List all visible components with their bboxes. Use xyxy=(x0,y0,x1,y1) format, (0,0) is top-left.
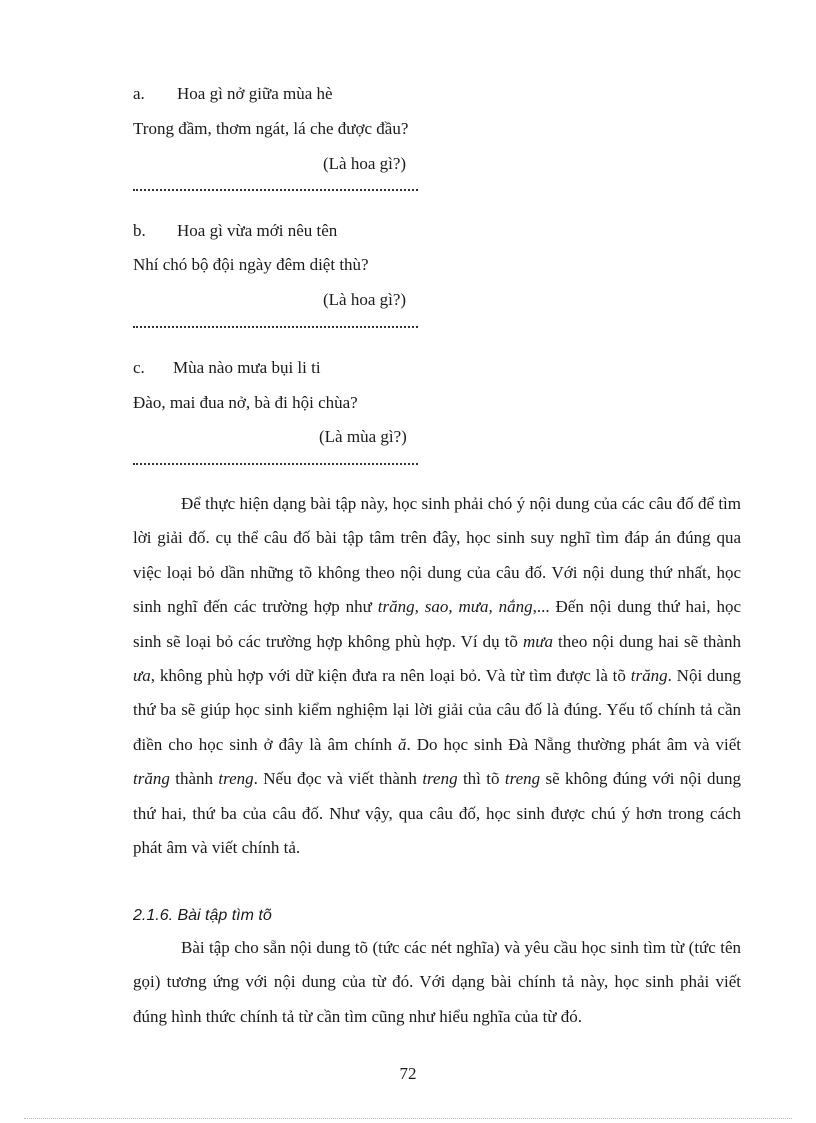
para1-text-3: theo nội dung hai sẽ thành xyxy=(553,631,741,651)
para1-text-4: , không phù hợp với dữ kiện đưa ra nên loại bỏ. Và từ tìm được là tõ xyxy=(150,666,631,686)
riddle-a-line1 xyxy=(133,84,333,104)
riddle-c-line1 xyxy=(133,358,321,378)
riddle-c-answer-blank xyxy=(133,460,418,465)
footer-divider xyxy=(24,1118,792,1119)
para1-italic-4: trăng xyxy=(630,666,668,686)
para1-italic-8: treng xyxy=(422,769,458,789)
riddle-b-answer-blank xyxy=(133,323,418,328)
riddle-a-verse1: Hoa gì nở giữa mùa hè xyxy=(177,84,333,103)
para1-text-10: sẽ không đúng với nội dung thứ hai, thứ ba của câu đố. Như vậy, qua câu đố, học sinh được chú ý hơn trong cách phát âm và viết chính tả. xyxy=(133,769,741,858)
para1-text-2: ,... Đến nội dung thứ hai, học sinh sẽ loại bỏ các trường hợp không phù hợp. Ví dụ tõ xyxy=(133,597,741,651)
para1-italic-1: trăng, sao, mưa, nắng xyxy=(377,597,533,617)
para1-text-1: Để thực hiện dạng bài tập này, học sinh phải chó ý nội dung của các câu đố để tìm lời giải đố. cụ thể câu đố bài tập tâm trên đây, học sinh suy nghĩ tìm đáp án đúng qua việc loại bỏ dần những tõ không theo nội dung của câu đố. Với nội dung thứ nhất, học sinh nghĩ đến các trường hợp như xyxy=(133,494,741,617)
riddle-a-question: (Là hoa gì?) xyxy=(323,154,407,173)
para1-text-8: . Nếu đọc và viết thành xyxy=(253,769,423,789)
riddle-b-verse1: Hoa gì vừa mới nêu tên xyxy=(177,221,338,240)
para1-italic-5: ă xyxy=(398,734,407,754)
riddle-b-line1 xyxy=(133,221,337,241)
para1-text-9: thì tõ xyxy=(457,769,505,789)
para1-italic-6: trăng xyxy=(133,769,170,789)
riddle-b-question: (Là hoa gì?) xyxy=(323,290,407,309)
page-number: 72 xyxy=(399,1064,417,1083)
para1-text-6: . Do học sinh Đà Nẵng thường phát âm và viết xyxy=(406,734,741,754)
riddle-c-verse1: Mùa nào mưa bụi li ti xyxy=(173,358,321,377)
para1-text-7: thành xyxy=(169,769,219,789)
riddle-b-label: b. xyxy=(133,221,146,240)
riddle-c-label: c. xyxy=(133,358,145,377)
explanation-paragraph xyxy=(133,487,741,865)
riddle-b-verse2: Nhí chó bộ đội ngày đêm diệt thù? xyxy=(133,255,369,274)
para1-italic-3: ưa xyxy=(133,666,151,686)
riddle-a-answer-blank xyxy=(133,186,418,191)
section-heading: 2.1.6. Bài tập tìm tõ xyxy=(133,907,272,924)
para1-italic-7: treng xyxy=(218,769,254,789)
para1-text-5: . Nội dung thứ ba sẽ giúp học sinh kiểm nghiệm lại lời giải của câu đố là đúng. Yếu tố chính tả cần điền cho học sinh ở đây là âm chính xyxy=(133,666,741,754)
riddle-c-verse2: Đào, mai đua nở, bà đi hội chùa? xyxy=(133,393,358,412)
exercise-description-paragraph xyxy=(133,931,741,1034)
riddle-c-question: (Là mùa gì?) xyxy=(319,427,407,446)
riddle-a-verse2: Trong đầm, thơm ngát, lá che được đầu? xyxy=(133,119,409,138)
para1-italic-2: mưa xyxy=(522,631,554,651)
para2-text: Bài tập cho sẵn nội dung tõ (tức các nét nghĩa) và yêu cầu học sinh tìm từ (tức tên gọi) tương ứng với nội dung của từ đó. Với dạng bài chính tả này, học sinh phải viết đúng hình thức chính tả từ cần tìm cũng như hiểu nghĩa của từ đó. xyxy=(133,938,741,1026)
para1-italic-9: treng xyxy=(504,769,541,789)
riddle-a-label: a. xyxy=(133,84,145,103)
